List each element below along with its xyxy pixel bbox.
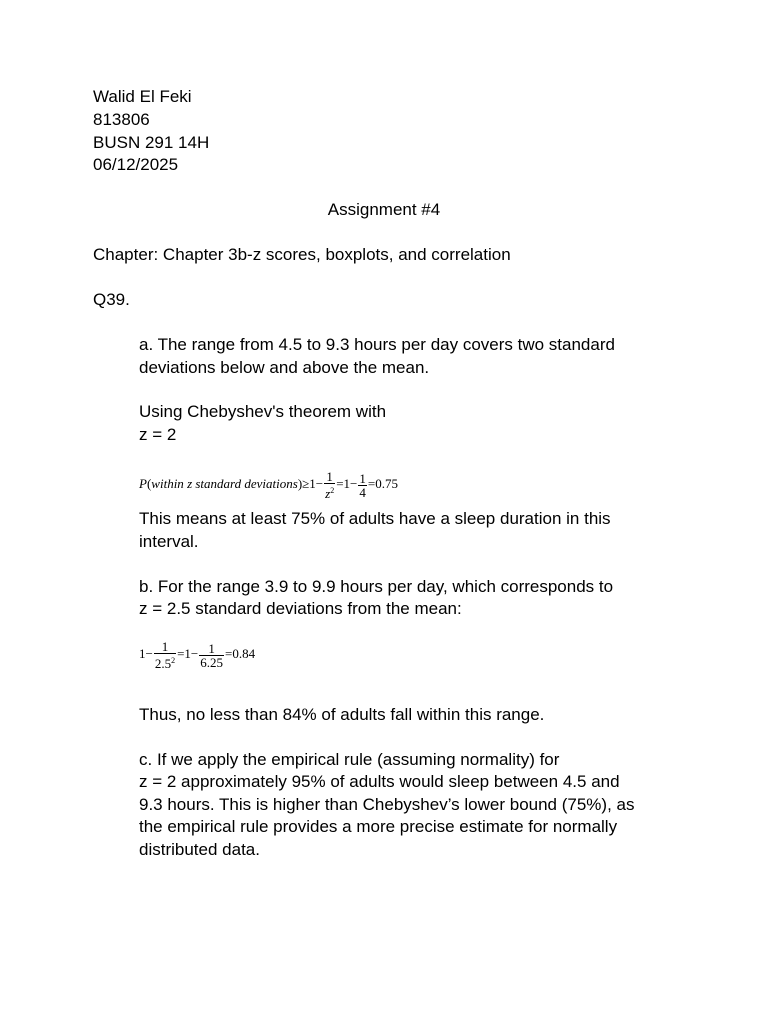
part-a-line-3: Using Chebyshev's theorem with (139, 402, 387, 421)
formula-b-num-2: 1 (199, 642, 224, 656)
part-b-line-3: Thus, no less than 84% of adults fall within this range. (139, 705, 545, 724)
submission-date: 06/12/2025 (93, 155, 179, 174)
formula-a-den-base: z (325, 486, 331, 501)
question-number: Q39. (93, 290, 130, 309)
formula-a-result: =0.75 (367, 475, 398, 491)
formula-a-close-paren: ) (297, 475, 303, 491)
formula-b-den-2: 6.25 (200, 654, 224, 670)
part-c-line-5: distributed data. (139, 840, 260, 859)
formula-b-one-minus: 1− (139, 645, 153, 661)
part-b-line-2: z = 2.5 standard deviations from the mean: (139, 599, 462, 618)
formula-b-den-exp: 2 (171, 656, 176, 665)
formula-a-den-2: 4 (359, 484, 366, 500)
formula-a-open-paren: ( (146, 475, 152, 491)
student-id: 813806 (93, 110, 150, 129)
part-a-line-1: a. The range from 4.5 to 9.3 hours per day covers two standard (139, 335, 615, 354)
formula-b-num-1: 1 (154, 640, 176, 654)
chapter-line: Chapter: Chapter 3b-z scores, boxplots, and correlation (93, 245, 511, 264)
formula-a-p: P (139, 475, 147, 491)
formula-a-den-exp: 2 (330, 486, 335, 495)
chebyshev-formula-a (139, 470, 398, 500)
formula-a-num-1: 1 (324, 470, 335, 484)
chebyshev-formula-b (139, 640, 255, 670)
course-code: BUSN 291 14H (93, 133, 210, 152)
part-c-line-2: z = 2 approximately 95% of adults would sleep between 4.5 and (139, 772, 620, 791)
part-c-line-4: the empirical rule provides a more precise estimate for normally (139, 817, 618, 836)
formula-b-eq: =1− (177, 645, 199, 661)
part-b-line-1: b. For the range 3.9 to 9.9 hours per day, which corresponds to (139, 577, 614, 596)
formula-a-z: z (187, 475, 193, 491)
formula-b-den-base: 2.5 (154, 656, 172, 671)
formula-a-fraction-2 (358, 472, 367, 499)
formula-a-geq: ≥1− (302, 475, 324, 491)
formula-a-within: within (151, 475, 184, 491)
part-c-line-1: c. If we apply the empirical rule (assuming normality) for (139, 750, 560, 769)
part-a-line-5: This means at least 75% of adults have a sleep duration in this (139, 509, 611, 528)
part-a-line-4: z = 2 (139, 425, 177, 444)
author-name: Walid El Feki (93, 87, 192, 106)
formula-a-fraction-1 (324, 470, 335, 500)
formula-a-num-2: 1 (359, 470, 366, 486)
formula-b-result: =0.84 (225, 645, 256, 661)
part-a-line-2: deviations below and above the mean. (139, 358, 430, 377)
part-c-line-3: 9.3 hours. This is higher than Chebyshev’s lower bound (75%), as (139, 795, 635, 814)
formula-b-fraction-2 (199, 642, 224, 669)
part-a-line-6: interval. (139, 532, 199, 551)
formula-a-eq: =1− (336, 475, 358, 491)
formula-b-fraction-1 (154, 640, 176, 670)
formula-a-std: standard deviations (195, 475, 298, 491)
page-title: Assignment #4 (327, 200, 441, 219)
